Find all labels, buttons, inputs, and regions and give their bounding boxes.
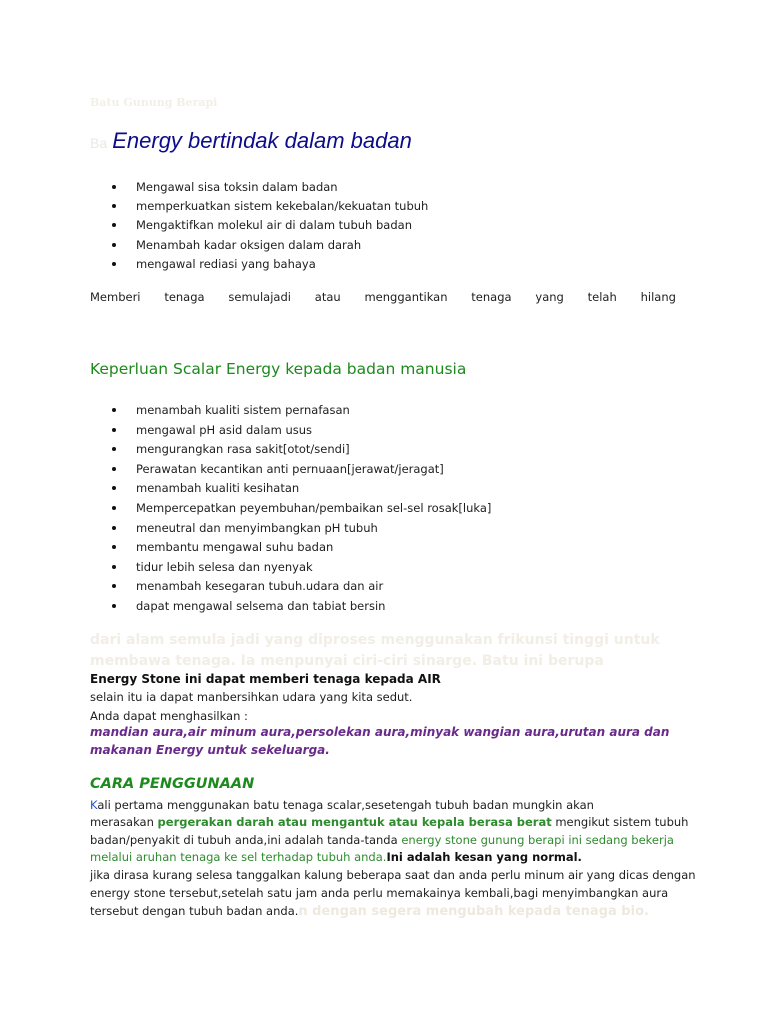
list-item: meneutral dan menyimbangkan pH tubuh [108, 519, 491, 539]
benefit-list [108, 178, 428, 274]
document-title: Batu Gunung Berapi [90, 96, 218, 109]
word: Memberi [90, 290, 141, 304]
heading-ghost-prefix: Ba [90, 135, 108, 151]
list-item: Mempercepatkan peyembuhan/pembaikan sel-sel rosak[luka] [108, 499, 491, 519]
usage-line-5: jika dirasa kurang selesa tanggalkan kalung beberapa saat dan anda perlu minum air yang dicas dengan [90, 868, 696, 882]
list-item: mengawal rediasi yang bahaya [108, 255, 428, 274]
word: tenaga [471, 290, 512, 304]
list-item: menambah kualiti kesihatan [108, 479, 491, 499]
text-run: mengikut sistem tubuh [551, 815, 689, 829]
text-run: ali pertama menggunakan batu tenaga scalar,sesetengah tubuh badan mungkin akan [97, 798, 594, 812]
usage-line-6: energy stone tersebut,setelah satu jam anda perlu memakainya kembali,bagi menyimbangkan aura [90, 886, 669, 900]
justified-sentence [90, 290, 676, 304]
ghost-paragraph: dari alam semula jadi yang diproses menggunakan frikunsi tinggi untuk membawa tenaga. Ia menpunyai ciri-ciri sinarge. Batu ini berupa [90, 632, 660, 669]
highlight-run: melalui aruhan tenaga ke sel terhadap tubuh anda. [90, 850, 387, 864]
list-item: Mengaktifkan molekul air di dalam tubuh badan [108, 216, 428, 235]
drop-initial: K [90, 798, 98, 812]
highlight-run: energy stone gunung berapi ini sedang bekerja [401, 833, 674, 847]
text-run: badan/penyakit di tubuh anda,ini adalah tanda-tanda [90, 833, 402, 847]
list-item: mengawal pH asid dalam usus [108, 421, 491, 441]
usage-line-1 [90, 798, 690, 812]
heading-title: Energy bertindak dalam badan [112, 128, 412, 153]
text-run: tersebut dengan tubuh badan anda. [90, 904, 299, 918]
text-run: merasakan [90, 815, 158, 829]
word: atau [314, 290, 341, 304]
usage-line-4 [90, 850, 690, 864]
products-line-2: makanan Energy untuk sekeluarga. [90, 743, 330, 757]
word: telah [587, 290, 617, 304]
list-item: memperkuatkan sistem kekebalan/kekuatan tubuh [108, 197, 428, 216]
heading-scalar-needs: Keperluan Scalar Energy kepada badan manusia [90, 360, 467, 378]
heading-energy-action [90, 128, 412, 154]
usage-line-3 [90, 833, 690, 847]
emphasis-run: Ini adalah kesan yang normal. [386, 850, 582, 864]
list-item: dapat mengawal selsema dan tabiat bersin [108, 597, 491, 617]
energy-stone-line: Energy Stone ini dapat memberi tenaga kepada AIR [90, 672, 441, 686]
list-item: Perawatan kecantikan anti pernuaan[jerawat/jeragat] [108, 460, 491, 480]
clean-air-line: selain itu ia dapat manbersihkan udara yang kita sedut. [90, 690, 413, 704]
word: menggantikan [364, 290, 448, 304]
list-item: menambah kualiti sistem pernafasan [108, 401, 491, 421]
word: hilang [640, 290, 676, 304]
word: tenaga [164, 290, 205, 304]
list-item: tidur lebih selesa dan nyenyak [108, 558, 491, 578]
word: yang [535, 290, 564, 304]
list-item: mengurangkan rasa sakit[otot/sendi] [108, 440, 491, 460]
products-line-1: mandian aura,air minum aura,persolekan aura,minyak wangian aura,urutan aura dan [90, 725, 670, 739]
word: semulajadi [228, 290, 291, 304]
usage-line-7 [90, 904, 690, 919]
list-item: membantu mengawal suhu badan [108, 538, 491, 558]
usage-line-2 [90, 815, 690, 829]
list-item: menambah kesegaran tubuh.udara dan air [108, 577, 491, 597]
ghost-run: n dengan segera mengubah kepada tenaga bio. [298, 904, 649, 919]
highlight-run: pergerakan darah atau mengantuk atau kepala berasa berat [157, 815, 552, 829]
heading-usage: CARA PENGGUNAAN [90, 776, 255, 792]
needs-list [108, 401, 491, 617]
list-item: Menambah kadar oksigen dalam darah [108, 236, 428, 255]
list-item: Mengawal sisa toksin dalam badan [108, 178, 428, 197]
produce-line: Anda dapat menghasilkan : [90, 709, 248, 723]
